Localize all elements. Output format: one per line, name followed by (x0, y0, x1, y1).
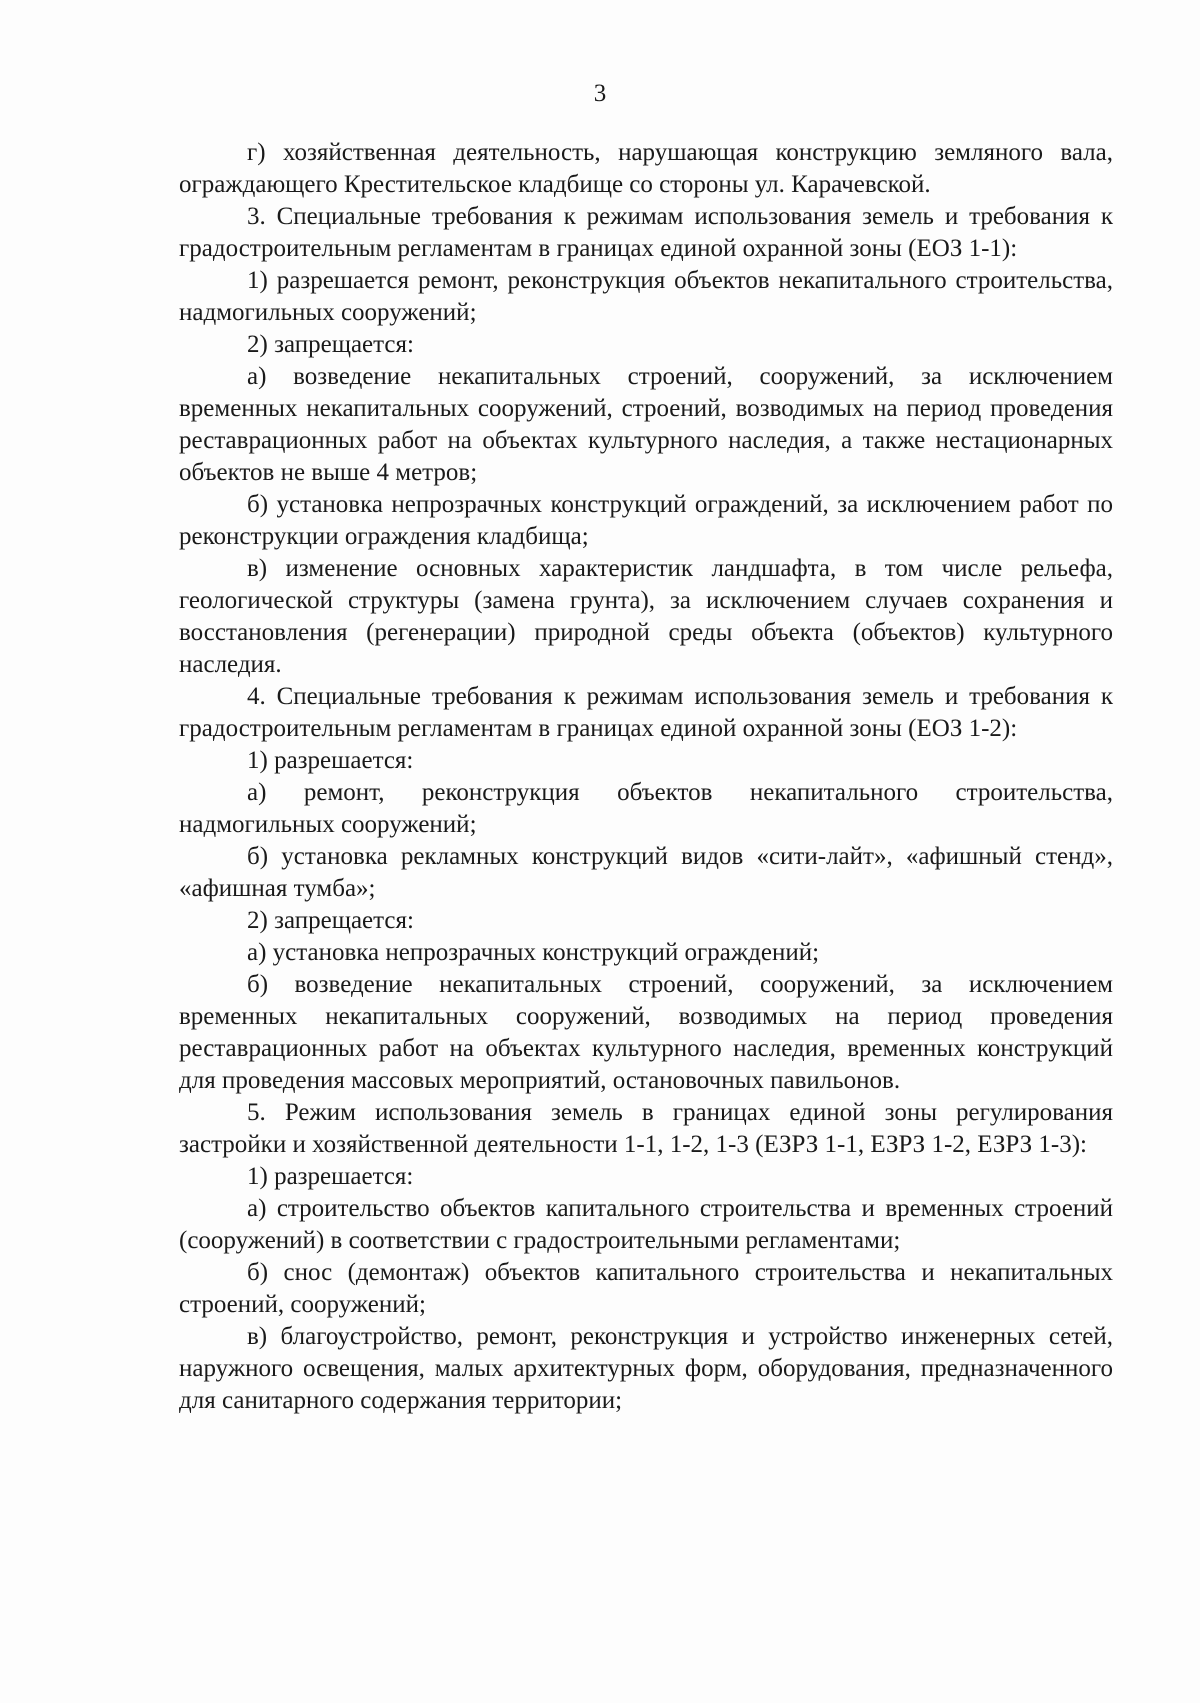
paragraph-3-2-v: в) изменение основных характеристик ландшафта, в том числе рельефа, геологической структуры (замена грунта), за исключением случаев сохранения и восстановления (регенерации) природной среды объекта (объектов) культурного наследия. (179, 555, 1113, 678)
paragraph-4-1-permitted: 1) разрешается: (247, 747, 414, 774)
page-number: 3 (593, 80, 607, 107)
paragraph-5-1-permitted: 1) разрешается: (247, 1163, 414, 1190)
paragraph-3-2-a: а) возведение некапитальных строений, сооружений, за исключением временных некапитальных сооружений, строений, возводимых на период проведения реставрационных работ на объектах культурного наследия, а также нестационарных объектов не выше 4 метров; (179, 363, 1113, 486)
paragraph-4-2-b: б) возведение некапитальных строений, сооружений, за исключением временных некапитальных сооружений, возводимых на период проведения реставрационных работ на объектах культурного наследия, временных конструкций для проведения массовых мероприятий, остановочных павильонов. (179, 971, 1113, 1094)
paragraph-5-1-a: а) строительство объектов капитального строительства и временных строений (сооружений) в соответствии с градостроительными регламентами; (179, 1195, 1113, 1254)
paragraph-section-5-heading: 5. Режим использования земель в границах единой зоны регулирования застройки и хозяйственной деятельности 1-1, 1-2, 1-3 (ЕЗРЗ 1-1, ЕЗРЗ 1-2, ЕЗРЗ 1-3): (179, 1099, 1113, 1158)
paragraph-5-1-b: б) снос (демонтаж) объектов капитального строительства и некапитальных строений, сооружений; (179, 1259, 1113, 1318)
paragraph-3-2-b: б) установка непрозрачных конструкций ограждений, за исключением работ по реконструкции ограждения кладбища; (179, 491, 1113, 550)
document-body (179, 137, 1113, 1417)
paragraph-section-3-heading: 3. Специальные требования к режимам использования земель и требования к градостроительным регламентам в границах единой охранной зоны (ЕОЗ 1-1): (179, 203, 1113, 262)
paragraph-3-1-permitted: 1) разрешается ремонт, реконструкция объектов некапитального строительства, надмогильных сооружений; (179, 267, 1113, 326)
paragraph-4-1-b: б) установка рекламных конструкций видов «сити-лайт», «афишный стенд», «афишная тумба»; (179, 843, 1113, 902)
paragraph-g-earthen-rampart: г) хозяйственная деятельность, нарушающая конструкцию земляного вала, ограждающего Крестительское кладбище со стороны ул. Карачевской. (179, 139, 1113, 198)
paragraph-4-1-a: а) ремонт, реконструкция объектов некапитального строительства, надмогильных сооружений; (179, 779, 1113, 838)
paragraph-4-2-prohibited: 2) запрещается: (247, 907, 414, 934)
paragraph-section-4-heading: 4. Специальные требования к режимам использования земель и требования к градостроительным регламентам в границах единой охранной зоны (ЕОЗ 1-2): (179, 683, 1113, 742)
paragraph-5-1-v: в) благоустройство, ремонт, реконструкция и устройство инженерных сетей, наружного освещения, малых архитектурных форм, оборудования, предназначенного для санитарного содержания территории; (179, 1323, 1113, 1414)
paragraph-4-2-a: а) установка непрозрачных конструкций ограждений; (247, 939, 820, 966)
paragraph-3-2-prohibited: 2) запрещается: (247, 331, 414, 358)
